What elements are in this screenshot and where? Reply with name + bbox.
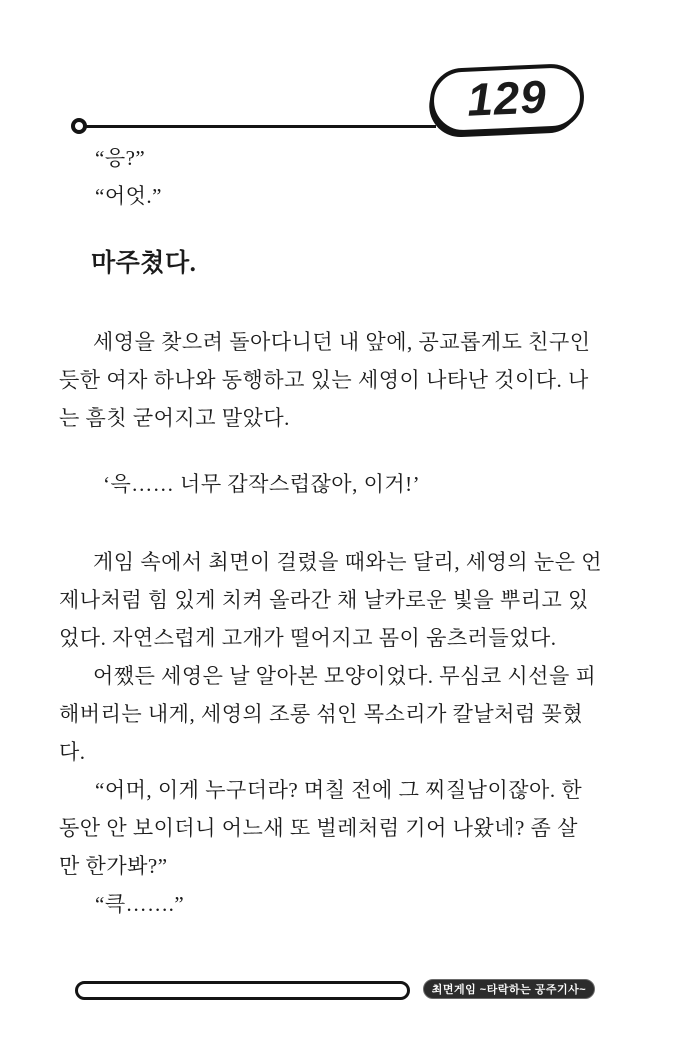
paragraph-gap — [59, 215, 615, 245]
text-line: 었다. 자연스럽게 고개가 떨어지고 몸이 움츠러들었다. — [59, 626, 557, 650]
text-line: 어쨌든 세영은 날 알아본 모양이었다. 무심코 시선을 피 — [93, 664, 597, 688]
text-line: “응?” — [95, 146, 146, 170]
page-number: 129 — [465, 70, 548, 126]
text-line: 제나처럼 힘 있게 치켜 올라간 채 날카로운 빛을 뿌리고 있 — [59, 588, 589, 612]
footer-rule-pill — [75, 981, 410, 1000]
text-line: 다. — [59, 740, 86, 764]
text-line: 마주쳤다. — [91, 250, 197, 277]
text-line: 동안 안 보이더니 어느새 또 벌레처럼 기어 나왔네? 좀 살 — [59, 816, 578, 840]
page-number-pill — [429, 63, 586, 136]
series-title-badge — [423, 979, 595, 999]
text-line: 듯한 여자 하나와 동행하고 있는 세영이 나타난 것이다. 나 — [59, 368, 589, 392]
text-line: “어엇.” — [95, 184, 162, 208]
paragraph-gap — [59, 437, 615, 465]
text-flow — [59, 139, 615, 923]
series-title: 최면게임 ~타락하는 공주기사~ — [431, 984, 587, 996]
text-line: ‘윽…… 너무 갑작스럽잖아, 이거!’ — [103, 472, 421, 496]
paragraph-gap — [59, 283, 615, 323]
text-line: “어머, 이게 누구더라? 며칠 전에 그 찌질남이잖아. 한 — [95, 778, 583, 802]
header-rule — [84, 125, 436, 128]
text-line: 게임 속에서 최면이 걸렸을 때와는 달리, 세영의 눈은 언 — [93, 550, 603, 574]
text-line: 세영을 찾으려 돌아다니던 내 앞에, 공교롭게도 친구인 — [93, 330, 591, 354]
text-line: 해버리는 내게, 세영의 조롱 섞인 목소리가 칼날처럼 꽂혔 — [59, 702, 584, 726]
text-line: 는 흠칫 굳어지고 말았다. — [59, 406, 290, 430]
text-line: “큭…….” — [95, 892, 185, 916]
paragraph-gap — [59, 503, 615, 543]
text-line: 만 한가봐?” — [59, 854, 168, 878]
